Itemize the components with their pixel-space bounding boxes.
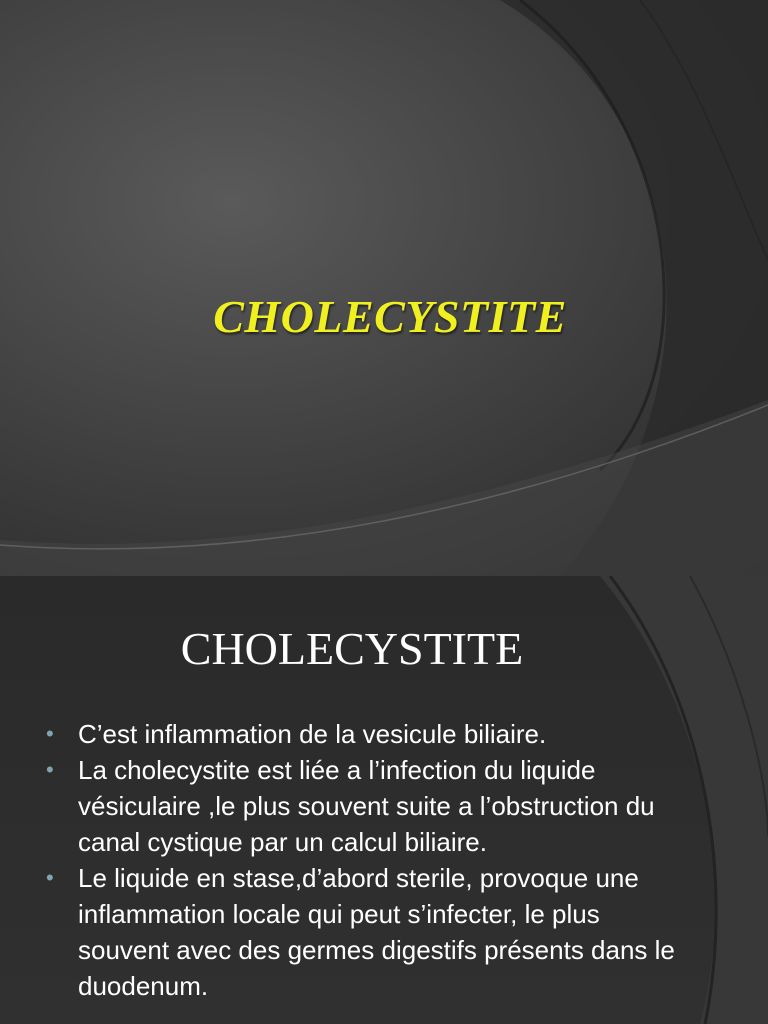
bullet-item <box>40 860 680 1004</box>
bullet-text: C’est inflammation de la vesicule biliaire. <box>78 719 547 749</box>
bullet-text: Le liquide en stase,d’abord sterile, provoque une inflammation locale qui peut s’infecter, le plus souvent avec des germes digestifs présents dans le duodenum. <box>78 863 675 1001</box>
bullet-item <box>40 752 680 860</box>
bullet-dot-icon: • <box>46 757 54 782</box>
slide-title: CHOLECYSTITE <box>213 291 567 342</box>
bullet-dot-icon: • <box>46 721 54 746</box>
bullet-text: La cholecystite est liée a l’infection du liquide vésiculaire ,le plus souvent suite a l’obstruction du canal cystique par un calcul biliaire. <box>78 755 655 857</box>
content-slide <box>0 576 768 1024</box>
content-title: CHOLECYSTITE <box>180 623 524 674</box>
bullet-item <box>40 716 680 752</box>
bullet-dot-icon: • <box>46 865 54 890</box>
bullet-list <box>40 716 680 1004</box>
